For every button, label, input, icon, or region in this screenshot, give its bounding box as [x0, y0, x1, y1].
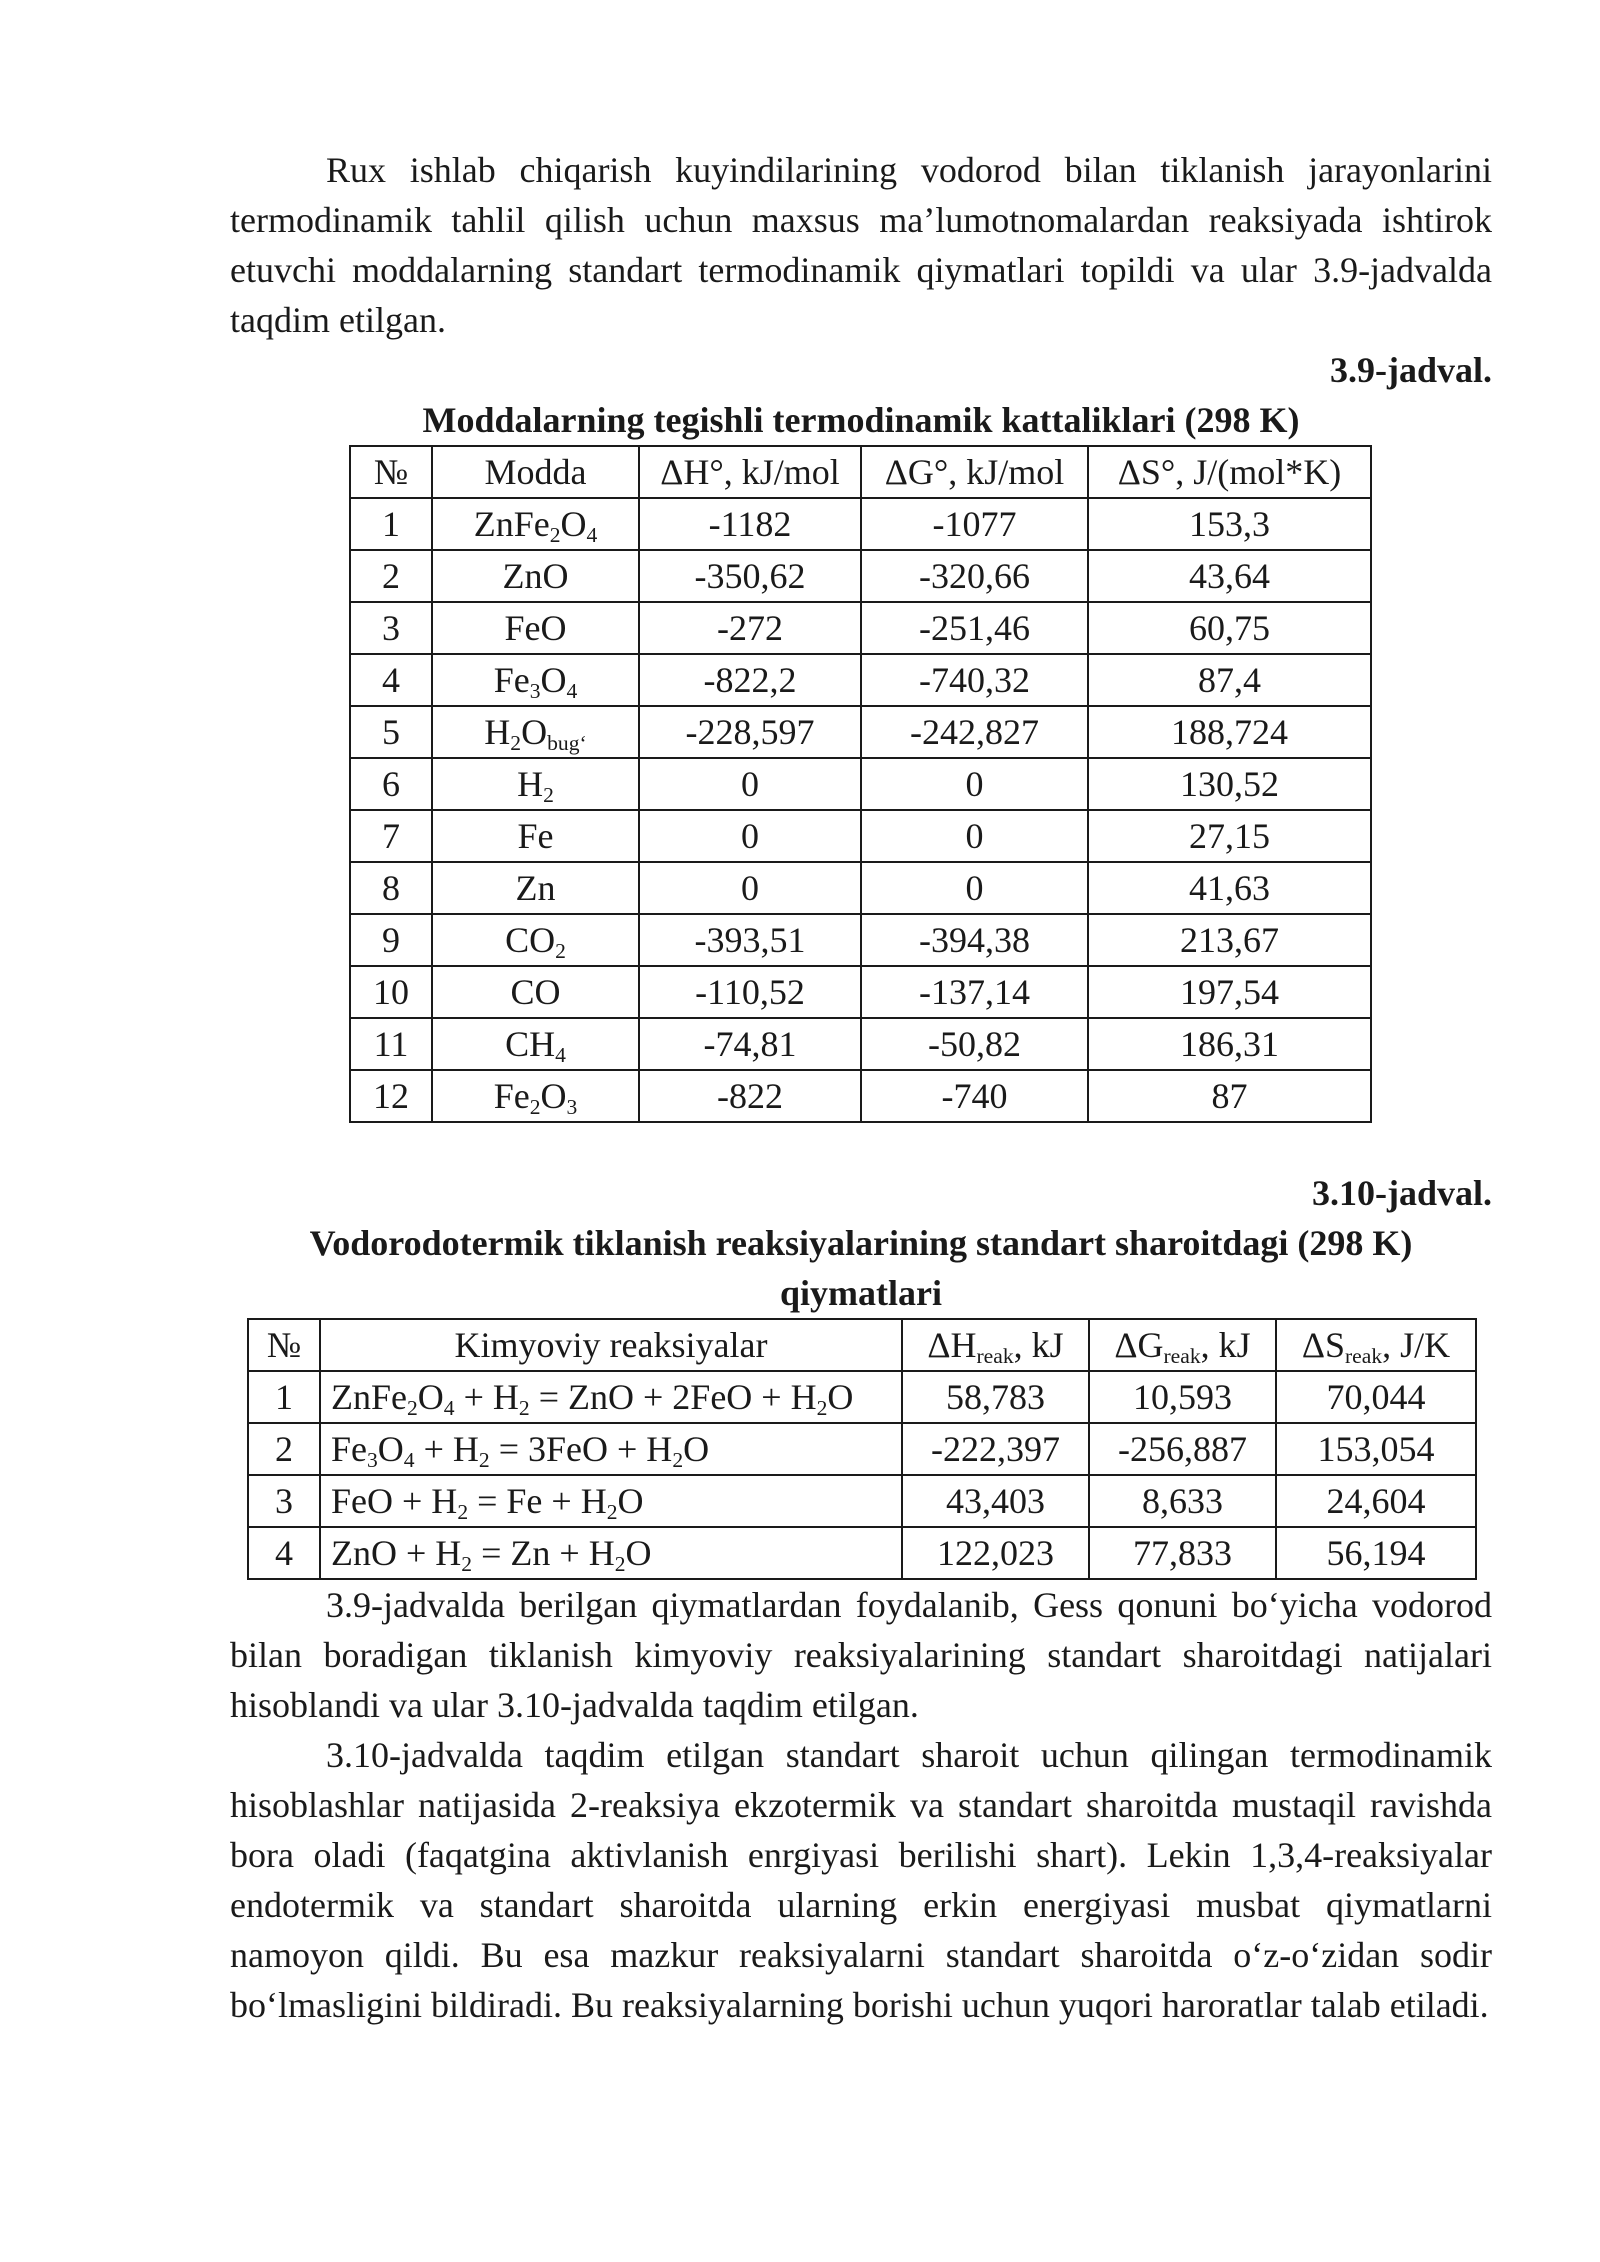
reaction-results-table [247, 1318, 1477, 1580]
table1-header-cell: ΔG°, kJ/mol [861, 446, 1088, 498]
table1-cell-h: 0 [639, 810, 861, 862]
table1-cell-g: 0 [861, 758, 1088, 810]
table1-cell-n: 5 [350, 706, 432, 758]
intro-paragraph: Rux ishlab chiqarish kuyindilarining vodorod bilan tiklanish jarayonlarini termodinamik tahlil qilish uchun maxsus ma’lumotnomalardan reaksiyada ishtirok etuvchi moddalarning standart termodinamik qiymatlari topildi va ular 3.9-jadvalda taqdim etilgan. [230, 150, 1492, 340]
table2-cell-n: 1 [248, 1371, 320, 1423]
table2-cell-s: 70,044 [1276, 1371, 1476, 1423]
table1-cell-n: 10 [350, 966, 432, 1018]
table1-cell-s: 188,724 [1088, 706, 1371, 758]
table2-cell-h: -222,397 [902, 1423, 1089, 1475]
results-paragraph: 3.9-jadvalda berilgan qiymatlardan foydalanib, Gess qonuni bo‘yicha vodorod bilan boradigan tiklanish kimyoviy reaksiyalarining standart sharoitdagi natijalari hisoblandi va ular 3.10-jadvalda taqdim etilgan. [230, 1585, 1492, 1725]
table1-cell-s: 43,64 [1088, 550, 1371, 602]
thermodynamic-properties-table [349, 445, 1372, 1123]
table1-cell-s: 130,52 [1088, 758, 1371, 810]
table1-row [350, 758, 1371, 810]
table2-cell-reaction: $ZnFe_2O_4 + H_2$ = ZnO + $2FeO + H_2O$ [320, 1371, 902, 1423]
table1-cell-g: 0 [861, 810, 1088, 862]
table1-row [350, 654, 1371, 706]
table1-cell-g: -137,14 [861, 966, 1088, 1018]
table2-title: Vodorodotermik tiklanish reaksiyalarining standart sharoitdagi (298 K) qiymatlari [309, 1223, 1413, 1313]
table2-cell-g: -256,887 [1089, 1423, 1276, 1475]
table1-header-cell: ΔS°, J/(mol*K) [1088, 446, 1371, 498]
table2-cell-h: 43,403 [902, 1475, 1089, 1527]
table2-header-cell: Kimyoviy reaksiyalar [320, 1319, 902, 1371]
table2-row [248, 1371, 1476, 1423]
table1-cell-n: 11 [350, 1018, 432, 1070]
table1-row [350, 810, 1371, 862]
table1-cell-h: -1182 [639, 498, 861, 550]
table1-cell-g: 0 [861, 862, 1088, 914]
table1-row [350, 1070, 1371, 1122]
table1-cell-h: -110,52 [639, 966, 861, 1018]
table1-cell-n: 12 [350, 1070, 432, 1122]
table1-cell-g: -320,66 [861, 550, 1088, 602]
table2-cell-g: 8,633 [1089, 1475, 1276, 1527]
table2-cell-g: 10,593 [1089, 1371, 1276, 1423]
table1-row [350, 862, 1371, 914]
table1-cell-n: 7 [350, 810, 432, 862]
table2-row [248, 1423, 1476, 1475]
table1-row [350, 550, 1371, 602]
table1-cell-g: -740 [861, 1070, 1088, 1122]
table2-cell-s: 56,194 [1276, 1527, 1476, 1579]
table1-cell-s: 186,31 [1088, 1018, 1371, 1070]
table1-cell-h: -822 [639, 1070, 861, 1122]
table1-cell-modda: ZnO [432, 550, 639, 602]
table2-cell-s: 24,604 [1276, 1475, 1476, 1527]
table1-cell-g: -1077 [861, 498, 1088, 550]
table1-cell-g: -242,827 [861, 706, 1088, 758]
table2-cell-reaction: ZnO + $H_2 = Zn + H_2O$ [320, 1527, 902, 1579]
table2-cell-n: 3 [248, 1475, 320, 1527]
table2-header-row [248, 1319, 1476, 1371]
table1-cell-h: -350,62 [639, 550, 861, 602]
table2-header-cell: $\Delta G_{reak}$, kJ [1089, 1319, 1276, 1371]
table2-label: 3.10-jadval. [1312, 1173, 1492, 1213]
table2-header-cell: $\Delta S_{reak}$, J/K [1276, 1319, 1476, 1371]
table1-cell-s: 87,4 [1088, 654, 1371, 706]
table1-cell-modda: Zn [432, 862, 639, 914]
table1-label: 3.9-jadval. [1330, 350, 1492, 390]
table1-cell-h: 0 [639, 862, 861, 914]
table1-row [350, 966, 1371, 1018]
table1-cell-h: -228,597 [639, 706, 861, 758]
table1-header-row [350, 446, 1371, 498]
table1-cell-s: 60,75 [1088, 602, 1371, 654]
table1-cell-s: 197,54 [1088, 966, 1371, 1018]
table1-cell-s: 213,67 [1088, 914, 1371, 966]
table2-cell-s: 153,054 [1276, 1423, 1476, 1475]
table1-cell-modda: $Fe_3O_4$ [432, 654, 639, 706]
table1-cell-n: 2 [350, 550, 432, 602]
table1-cell-modda: Fe [432, 810, 639, 862]
table1-cell-n: 8 [350, 862, 432, 914]
table2-cell-g: 77,833 [1089, 1527, 1276, 1579]
table2-cell-n: 2 [248, 1423, 320, 1475]
table1-row [350, 498, 1371, 550]
table1-header-cell: Modda [432, 446, 639, 498]
table2-cell-h: 122,023 [902, 1527, 1089, 1579]
table1-cell-n: 1 [350, 498, 432, 550]
table1-cell-s: 27,15 [1088, 810, 1371, 862]
table2-cell-h: 58,783 [902, 1371, 1089, 1423]
table1-cell-n: 6 [350, 758, 432, 810]
table1-header-cell: ΔH°, kJ/mol [639, 446, 861, 498]
table1-row [350, 1018, 1371, 1070]
table1-row [350, 706, 1371, 758]
conclusion-paragraph: 3.10-jadvalda taqdim etilgan standart sharoit uchun qilingan termodinamik hisoblashlar natijasida 2-reaksiya ekzotermik va standart sharoitda mustaqil ravishda bora oladi (faqatgina aktivlanish enrgiyasi berilishi shart). Lekin 1,3,4-reaksiyalar endotermik va standart sharoitda ularning erkin energiyasi musbat qiymatlarni namoyon qildi. Bu esa mazkur reaksiyalarni standart sharoitda o‘z-o‘zidan sodir bo‘lmasligini bildiradi. Bu reaksiyalarning borishi uchun yuqori haroratlar talab etiladi. [230, 1735, 1492, 2025]
table2-cell-n: 4 [248, 1527, 320, 1579]
table1-row [350, 602, 1371, 654]
table1-cell-modda: $H_2O_{bug‘}$ [432, 706, 639, 758]
table1-header-cell: № [350, 446, 432, 498]
table1-cell-g: -50,82 [861, 1018, 1088, 1070]
table1-cell-modda: FeO [432, 602, 639, 654]
table2-cell-reaction: $Fe_3O_4 + H_2 = 3FeO + H_2O$ [320, 1423, 902, 1475]
table1-cell-modda: $CO_2$ [432, 914, 639, 966]
table1-row [350, 914, 1371, 966]
table2-row [248, 1475, 1476, 1527]
document-page [230, 145, 1492, 2030]
table1-cell-g: -740,32 [861, 654, 1088, 706]
table1-cell-n: 3 [350, 602, 432, 654]
table1-cell-s: 87 [1088, 1070, 1371, 1122]
table1-cell-h: -272 [639, 602, 861, 654]
table1-cell-h: 0 [639, 758, 861, 810]
table1-cell-h: -393,51 [639, 914, 861, 966]
table1-cell-n: 4 [350, 654, 432, 706]
table1-cell-g: -394,38 [861, 914, 1088, 966]
table1-title: Moddalarning tegishli termodinamik kattaliklari (298 K) [422, 400, 1300, 440]
table1-cell-n: 9 [350, 914, 432, 966]
table2-header-cell: $\Delta H_{reak}$, kJ [902, 1319, 1089, 1371]
table1-cell-modda: $Fe_2O_3$ [432, 1070, 639, 1122]
table2-row [248, 1527, 1476, 1579]
table1-cell-modda: $ZnFe_2O_4$ [432, 498, 639, 550]
table1-cell-s: 153,3 [1088, 498, 1371, 550]
table1-cell-h: -822,2 [639, 654, 861, 706]
table2-cell-reaction: FeO + $H_2 = Fe + H_2O$ [320, 1475, 902, 1527]
table1-cell-modda: CO [432, 966, 639, 1018]
table1-cell-s: 41,63 [1088, 862, 1371, 914]
table1-cell-modda: $H_2$ [432, 758, 639, 810]
table1-cell-modda: $CH_4$ [432, 1018, 639, 1070]
table1-cell-g: -251,46 [861, 602, 1088, 654]
table1-cell-h: -74,81 [639, 1018, 861, 1070]
table2-header-cell: № [248, 1319, 320, 1371]
